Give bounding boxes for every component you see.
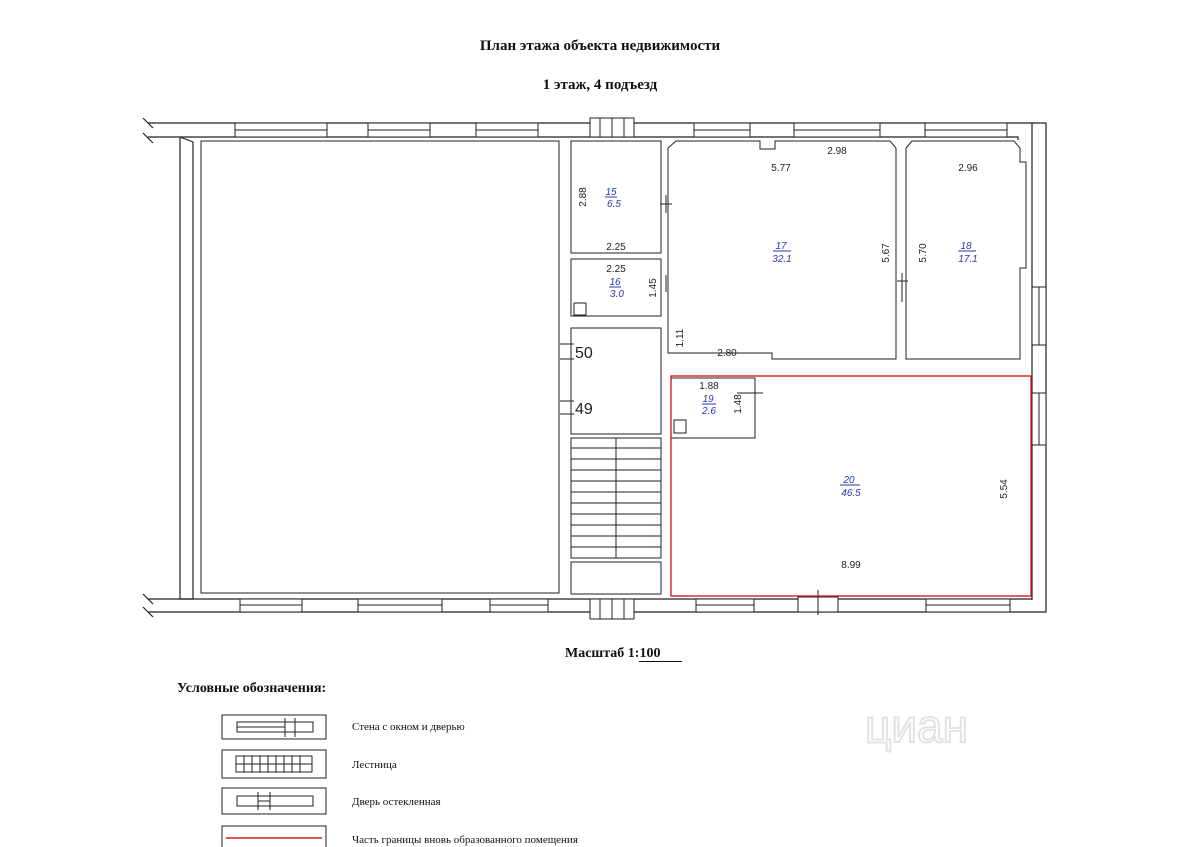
room-20-number: 20 [843,475,855,486]
svg-text:2.80: 2.80 [717,348,737,359]
room-16-number: 16 [609,277,621,288]
plan-title: План этажа объекта недвижимости [479,38,721,54]
svg-text:циан: циан [865,700,969,752]
room-15-number: 15 [605,187,617,198]
legend-item-stairs: Лестница [352,759,397,771]
stair-mark-upper: 50 [575,345,593,362]
room-15-area: 6.5 [607,199,621,210]
svg-text:2.25: 2.25 [606,264,626,275]
room-17-area: 32.1 [772,254,792,265]
wall-windows [235,118,1046,619]
legend-item-new-boundary: Часть границы вновь образованного помещения [352,834,578,846]
exterior-walls [143,118,1046,617]
svg-text:1.88: 1.88 [699,381,719,392]
legend-symbols [222,715,326,847]
svg-text:2.88: 2.88 [578,187,589,207]
room-17-number: 17 [775,241,787,252]
legend-symbol-wall-window-door [222,715,326,739]
legend-symbol-glazed-door [222,788,326,814]
legend-item-wall-window-door: Стена с окном и дверью [352,721,465,733]
watermark [865,700,968,752]
svg-text:5.67: 5.67 [881,243,892,263]
svg-text:8.99: 8.99 [841,560,861,571]
legend-title: Условные обозначения: [177,681,327,696]
plan-subtitle: 1 этаж, 4 подъезд [542,77,658,93]
svg-text:5.54: 5.54 [999,479,1010,499]
scale-prefix: Масштаб 1: [565,646,640,661]
svg-text:5.77: 5.77 [771,163,791,174]
room-20-area: 46.5 [841,488,861,499]
legend-item-glazed-door: Дверь остекленная [352,796,441,808]
room-18-number: 18 [960,241,972,252]
scale-label [565,646,682,662]
stair-mark-lower: 49 [575,401,593,418]
svg-text:2.25: 2.25 [606,242,626,253]
svg-text:1.48: 1.48 [733,394,744,414]
legend-symbol-new-boundary [222,826,326,847]
svg-text:5.70: 5.70 [918,243,929,263]
room-19-number: 19 [702,394,714,405]
staircase [571,438,661,558]
svg-text:1.11: 1.11 [675,328,686,348]
room-16-area: 3.0 [610,289,624,300]
scale-value: 100 [639,646,682,662]
room-18-area: 17.1 [958,254,978,265]
svg-text:1.45: 1.45 [648,278,659,298]
room-19-area: 2.6 [702,406,716,417]
legend-symbol-stairs [222,750,326,778]
svg-text:2.96: 2.96 [958,163,978,174]
svg-text:2.98: 2.98 [827,146,847,157]
